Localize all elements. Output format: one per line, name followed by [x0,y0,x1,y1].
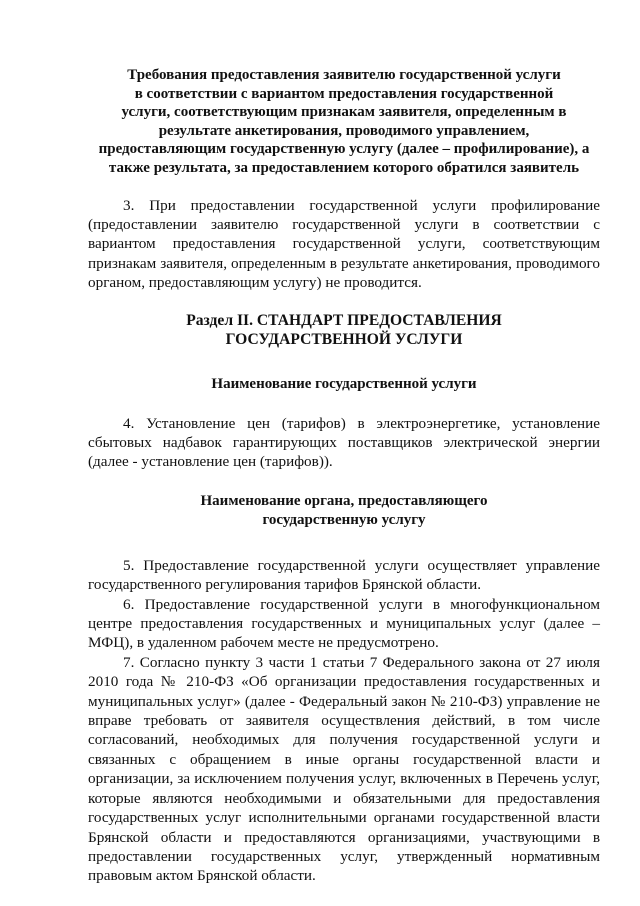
subheading-service-name [88,375,600,394]
subheading-line: государственную услугу [262,511,426,528]
section-title [88,311,600,349]
section-title-line: ГОСУДАРСТВЕННОЙ УСЛУГИ [225,330,463,348]
subheading-organ [88,492,600,530]
section-title-line: Раздел II. СТАНДАРТ ПРЕДОСТАВЛЕНИЯ [186,311,502,329]
header-line: в соответствии с вариантом предоставления государственной [134,85,554,102]
header-line: также результата, за предоставлением которого обратился заявитель [108,159,580,176]
paragraph-3: 3. При предоставлении государственной услуги профилирование (предоставлении заявителю государственной услуги в соответствии с вариантом предоставления государственной услуги, соответствующим признакам заявителя, определенным в результате анкетирования, проводимого органом, предоставляющим услугу) не проводится. [88,196,600,292]
paragraph-4: 4. Установление цен (тарифов) в электроэнергетике, установление сбытовых надбавок гарантирующих поставщиков электрической энергии (далее - установление цен (тарифов)). [88,414,600,471]
subheading-line: Наименование органа, предоставляющего [200,492,488,509]
paragraph-6: 6. Предоставление государственной услуги в многофункциональном центре предоставления государственных и муниципальных услуг (далее – МФЦ), в удаленном рабочем месте не предусмотрено. [88,595,600,652]
header-line: услуги, соответствующим признакам заявителя, определенным в [121,104,567,121]
subheading-line: Наименование государственной услуги [211,375,477,392]
paragraph-7: 7. Согласно пункту 3 части 1 статьи 7 Федерального закона от 27 июля 2010 года № 210-ФЗ «Об организации предоставления государственных и муниципальных услуг» (далее - Федеральный закон № 210-ФЗ) управление не вправе требовать от заявителя осуществления действий, в том числе согласований, необходимых для получения государственной услуги и связанных с обращением в иные органы государственной власти и организации, за исключением получения услуг, включенных в Перечень услуг, которые являются необходимыми и обязательными для предоставления государственных услуг исполнительными органами государственной власти Брянской области и предоставляются организациями, участвующими в предоставлении государственных услуг, утвержденный нормативным правовым актом Брянской области. [88,653,600,885]
header-line: Требования предоставления заявителю государственной услуги [127,67,561,83]
header-line: результате анкетирования, проводимого управлением, [158,122,530,139]
paragraph-5: 5. Предоставление государственной услуги осуществляет управление государственного регулирования тарифов Брянской области. [88,556,600,594]
document-header [88,66,600,178]
header-line: предоставляющим государственную услугу (далее – профилирование), а [98,141,590,158]
